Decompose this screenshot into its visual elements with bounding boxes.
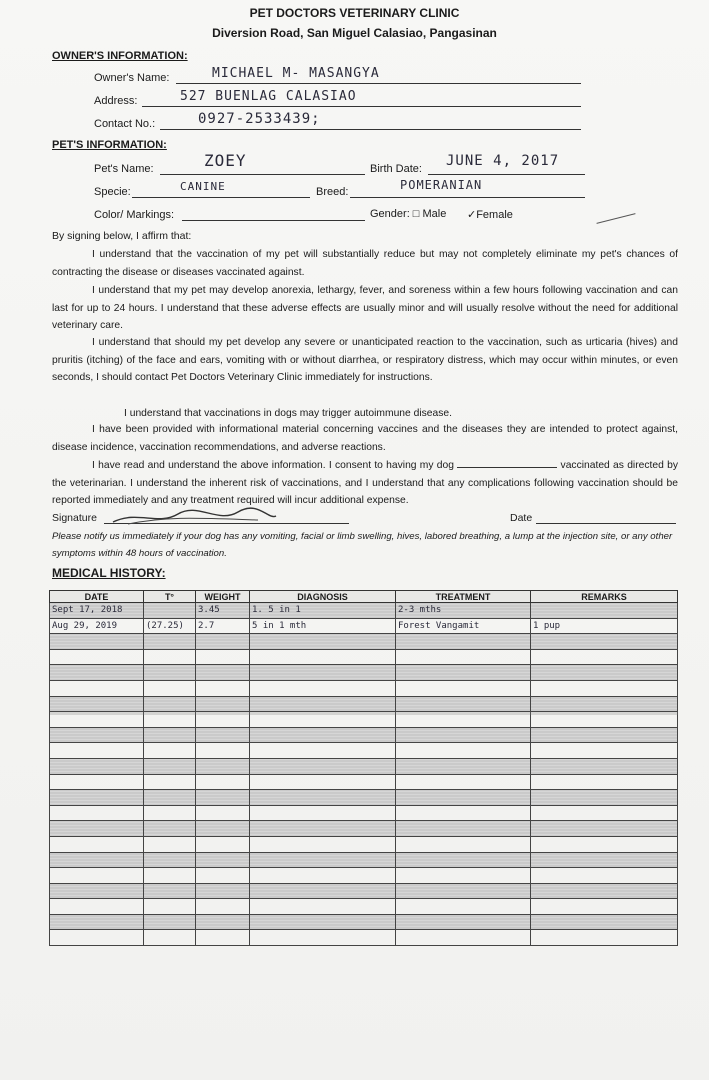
table-cell[interactable] [396,727,531,743]
table-cell[interactable] [50,774,144,790]
table-cell[interactable] [196,665,250,681]
table-cell[interactable] [50,836,144,852]
table-cell[interactable] [531,665,678,681]
table-cell[interactable] [144,930,196,946]
table-cell[interactable] [196,727,250,743]
contact-label: Contact No.: [94,118,156,130]
consent-intro: By signing below, I affirm that: [52,230,192,242]
table-row [50,634,678,650]
consent-paragraph-2-text: I understand that my pet may develop anorexia, lethargy, fever, and soreness within a few hours following vaccination and can last for up to 24 hours. I understand that these adverse effects are usually minor and will usually resolve without the need for additional veterinary care. [52,285,678,331]
table-row [50,680,678,696]
table-cell[interactable] [196,836,250,852]
owner-section-title: OWNER'S INFORMATION: [52,50,188,62]
paper-fold-crease [50,712,678,715]
address-value[interactable]: 527 BUENLAG CALASIAO [180,89,357,104]
table-cell[interactable] [250,914,396,930]
table-cell[interactable] [196,634,250,650]
table-row [50,930,678,946]
table-cell[interactable] [196,774,250,790]
table-cell[interactable]: Aug 29, 2019 [50,618,144,634]
table-cell[interactable] [50,805,144,821]
table-cell[interactable] [144,836,196,852]
table-cell[interactable]: 3.45 [196,603,250,619]
table-cell[interactable]: (27.25) [144,618,196,634]
table-row [50,914,678,930]
consent-paragraph-4-text: I understand that vaccinations in dogs may trigger autoimmune disease. [124,408,452,419]
table-cell[interactable] [396,665,531,681]
table-cell[interactable]: 2-3 mths [396,603,531,619]
table-cell[interactable] [531,899,678,915]
consent-paragraph-5 [52,421,678,456]
table-row [50,790,678,806]
table-row [50,852,678,868]
table-cell[interactable] [144,852,196,868]
table-cell[interactable] [396,899,531,915]
table-cell[interactable] [144,899,196,915]
table-cell[interactable] [250,680,396,696]
table-cell[interactable] [50,868,144,884]
table-cell[interactable] [50,649,144,665]
table-cell[interactable] [531,743,678,759]
table-cell[interactable] [250,821,396,837]
pen-stroke-mark [596,213,635,224]
table-cell[interactable] [196,883,250,899]
table-cell[interactable] [531,836,678,852]
table-cell[interactable] [196,852,250,868]
table-cell[interactable] [531,634,678,650]
consent-paragraph-6a-text: I have read and understand the above information. I consent to having my dog [92,460,454,471]
specie-label: Specie: [94,186,131,198]
pet-name-line [160,174,365,175]
table-cell[interactable] [531,930,678,946]
table-cell[interactable] [144,649,196,665]
table-cell[interactable] [144,774,196,790]
table-cell[interactable] [396,743,531,759]
gender-male-option[interactable]: Gender: □ Male [370,208,447,220]
table-cell[interactable] [531,774,678,790]
table-cell[interactable] [250,758,396,774]
table-cell[interactable] [50,790,144,806]
table-cell[interactable] [144,868,196,884]
table-cell[interactable] [396,680,531,696]
table-cell[interactable] [250,665,396,681]
table-row [50,743,678,759]
table-cell[interactable]: Sept 17, 2018 [50,603,144,619]
table-cell[interactable] [531,868,678,884]
contact-line [160,129,581,130]
breed-label: Breed: [316,186,349,198]
table-cell[interactable] [144,727,196,743]
consent-paragraph-4 [52,405,678,423]
table-cell[interactable] [144,665,196,681]
clinic-address: Diversion Road, San Miguel Calasiao, Pangasinan [212,26,497,40]
table-cell[interactable] [531,821,678,837]
table-cell[interactable] [196,868,250,884]
table-cell[interactable] [396,868,531,884]
dog-vaccine-blank[interactable] [457,467,557,468]
medical-section-title: MEDICAL HISTORY: [52,566,166,580]
table-cell[interactable] [144,790,196,806]
table-cell[interactable] [196,649,250,665]
table-cell[interactable] [50,899,144,915]
table-cell[interactable] [396,649,531,665]
table-cell[interactable] [144,634,196,650]
table-cell[interactable] [250,743,396,759]
table-cell[interactable] [144,758,196,774]
consent-paragraph-3 [52,334,678,387]
date-label: Date [510,512,533,524]
table-cell[interactable] [250,790,396,806]
table-cell[interactable] [144,696,196,712]
consent-paragraph-2 [52,282,678,335]
clinic-name: PET DOCTORS VETERINARY CLINIC [249,6,460,20]
medical-history-table [49,590,678,946]
table-cell[interactable] [50,883,144,899]
table-cell[interactable] [50,914,144,930]
table-cell[interactable] [531,727,678,743]
table-cell[interactable] [50,727,144,743]
table-cell[interactable] [50,634,144,650]
table-cell[interactable] [144,805,196,821]
table-row [50,899,678,915]
table-cell[interactable] [250,649,396,665]
table-cell[interactable] [196,743,250,759]
consent-paragraph-1-text: I understand that the vaccination of my pet will substantially reduce but may not completely eliminate my pet's chances of contracting the disease or diseases vaccinated against. [52,249,678,278]
table-cell[interactable] [531,852,678,868]
table-cell[interactable] [50,758,144,774]
table-cell[interactable] [250,696,396,712]
table-cell[interactable] [250,836,396,852]
table-cell[interactable] [250,930,396,946]
signature-label: Signature [52,512,97,524]
table-cell[interactable] [396,821,531,837]
column-header-treatment: TREATMENT [396,591,531,603]
table-cell[interactable] [250,899,396,915]
pet-name-label: Pet's Name: [94,163,154,175]
birth-date-label: Birth Date: [370,163,422,175]
contact-value[interactable]: 0927-2533439; [198,111,321,127]
table-cell[interactable]: 1. 5 in 1 [250,603,396,619]
address-line [142,106,581,107]
table-row [50,821,678,837]
table-cell[interactable] [144,680,196,696]
table-cell[interactable] [50,821,144,837]
table-cell[interactable]: 5 in 1 mth [250,618,396,634]
table-cell[interactable] [396,758,531,774]
birth-date-line [428,174,585,175]
column-header-remarks: REMARKS [531,591,678,603]
breed-line [350,197,585,198]
table-cell[interactable] [196,758,250,774]
table-row [50,774,678,790]
table-row [50,758,678,774]
table-cell[interactable] [196,790,250,806]
table-cell[interactable] [396,790,531,806]
consent-paragraph-3-text: I understand that should my pet develop any severe or unanticipated reaction to the vaccination, such as urticaria (hives) and pruritis (itching) of the face and ears, vomiting with or without diarrhea, or respiratory distress, which may occur within minutes, or even seconds, I should contact Pet Doctors Veterinary Clinic immediately for instructions. [52,337,678,383]
table-cell[interactable] [531,790,678,806]
table-cell[interactable] [144,914,196,930]
table-row [50,727,678,743]
table-row [50,836,678,852]
table-cell[interactable] [250,883,396,899]
table-cell[interactable] [196,914,250,930]
table-row [50,805,678,821]
color-markings-label: Color/ Markings: [94,209,175,221]
table-row [50,665,678,681]
table-cell[interactable] [250,774,396,790]
table-cell[interactable] [144,883,196,899]
table-cell[interactable] [531,696,678,712]
table-cell[interactable] [531,805,678,821]
table-cell[interactable] [396,883,531,899]
table-row [50,603,678,619]
table-cell[interactable] [531,680,678,696]
table-cell[interactable] [396,774,531,790]
table-cell[interactable]: Forest Vangamit [396,618,531,634]
address-label: Address: [94,95,138,107]
gender-female-option[interactable]: ✓Female [467,209,513,221]
table-cell[interactable] [396,696,531,712]
notice-text: Please notify us immediately if your dog has any vomiting, facial or limb swelling, hives, labored breathing, a lump at the injection site, or any other symptoms within 48 hours of vaccination. [52,531,673,559]
table-cell[interactable] [396,634,531,650]
table-cell[interactable] [531,649,678,665]
column-header-temperature: T° [144,591,196,603]
table-cell[interactable] [196,696,250,712]
table-cell[interactable] [50,852,144,868]
table-cell[interactable]: 1 pup [531,618,678,634]
table-cell[interactable] [396,852,531,868]
specie-line [132,197,310,198]
table-cell[interactable] [250,634,396,650]
consent-paragraph-6b-text: vaccinated as directed by the veterinarian. I understand the inherent risk of vaccinations, and I understand that any complications following vaccination should be reported immediately and any treatment required will incur additional expense. [52,460,678,506]
table-cell[interactable] [196,930,250,946]
birth-date-value[interactable]: JUNE 4, 2017 [446,153,560,169]
specie-value[interactable]: CANINE [180,180,226,193]
table-cell[interactable] [531,603,678,619]
table-row [50,868,678,884]
table-cell[interactable] [144,821,196,837]
table-cell[interactable] [144,603,196,619]
table-cell[interactable] [196,805,250,821]
color-markings-line [182,220,365,221]
pet-name-value[interactable]: ZOEY [204,151,247,170]
owner-name-value[interactable]: MICHAEL M- MASANGYA [212,66,380,81]
table-cell[interactable] [50,680,144,696]
table-header-row [50,591,678,603]
table-cell[interactable] [531,883,678,899]
table-cell[interactable] [531,914,678,930]
signature-scribble [108,506,278,528]
table-row [50,649,678,665]
table-row [50,883,678,899]
table-cell[interactable] [531,758,678,774]
table-cell[interactable] [250,727,396,743]
date-line[interactable] [536,523,676,524]
column-header-diagnosis: DIAGNOSIS [250,591,396,603]
table-cell[interactable] [396,914,531,930]
owner-name-line [176,83,581,84]
consent-paragraph-1 [52,246,678,281]
table-cell[interactable] [50,665,144,681]
table-cell[interactable] [144,743,196,759]
breed-value[interactable]: POMERANIAN [400,178,483,192]
table-cell[interactable] [50,930,144,946]
pet-section-title: PET'S INFORMATION: [52,139,167,151]
table-cell[interactable] [196,680,250,696]
table-row [50,696,678,712]
table-cell[interactable] [196,899,250,915]
table-row [50,618,678,634]
owner-name-label: Owner's Name: [94,72,170,84]
consent-paragraph-6 [52,457,678,510]
table-cell[interactable] [50,696,144,712]
table-cell[interactable] [396,836,531,852]
consent-paragraph-5-text: I have been provided with informational material concerning vaccines and the diseases they are intended to protect against, disease incidence, vaccination recommendations, and adverse reactions. [52,424,678,453]
column-header-date: DATE [50,591,144,603]
table-cell[interactable] [250,805,396,821]
table-cell[interactable] [250,868,396,884]
column-header-weight: WEIGHT [196,591,250,603]
table-cell[interactable] [396,805,531,821]
table-cell[interactable] [50,743,144,759]
table-cell[interactable] [396,930,531,946]
table-cell[interactable]: 2.7 [196,618,250,634]
table-cell[interactable] [196,821,250,837]
table-cell[interactable] [250,852,396,868]
